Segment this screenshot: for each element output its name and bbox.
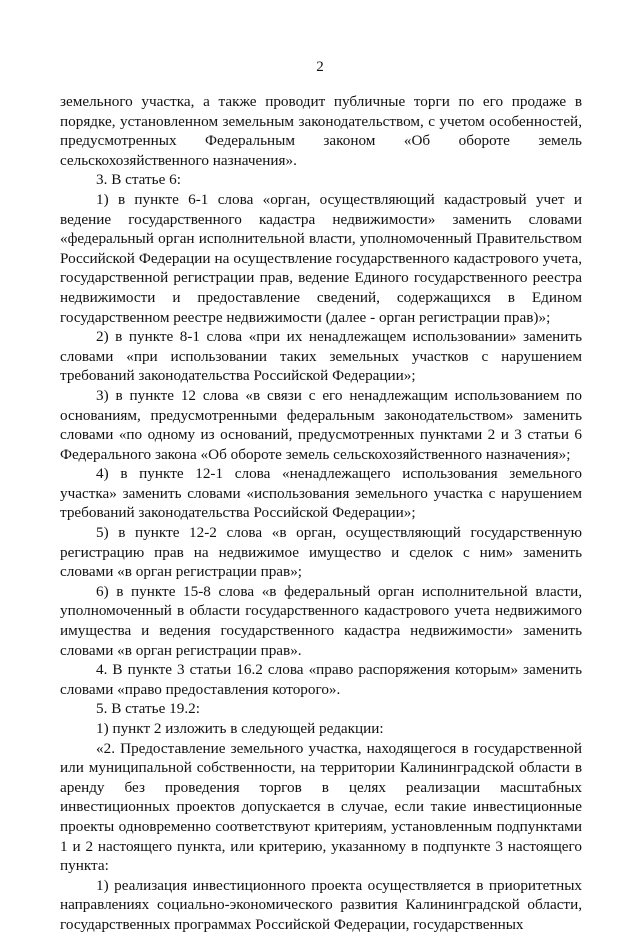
paragraph-item-3: 3) в пункте 12 слова «в связи с его ненадлежащим использованием по основаниям, предусмотренными федеральным законодательством» заменить словами «по одному из оснований, предусмотренных пунктами 2 и 3 статьи 6 Федерального закона «Об обороте земель сельскохозяйственного назначения»; — [60, 386, 582, 463]
paragraph-section-5: 5. В статье 19.2: — [96, 700, 200, 718]
paragraph-item-5: 5) в пункте 12-2 слова «в орган, осуществляющий государственную регистрацию прав на недвижимое имущество и сделок с ним» заменить словами «в орган регистрации прав»; — [60, 524, 582, 581]
paragraph-subitem-1: 1) пункт 2 изложить в следующей редакции: — [96, 720, 384, 737]
paragraph-criterion-1: 1) реализация инвестиционного проекта осуществляется в приоритетных направлениях социально-экономического развития Калининградской области, государственных программах Российской Федерации, государственных — [60, 876, 582, 933]
paragraph-item-2: 2) в пункте 8-1 слова «при их ненадлежащем использовании» заменить словами «при использовании таких земельных участков с нарушением требований законодательства Российской Федерации»; — [60, 328, 582, 385]
document-body — [60, 92, 582, 935]
page-number: 2 — [316, 59, 324, 75]
paragraph-item-6: 6) в пункте 15-8 слова «в федеральный орган исполнительной власти, уполномоченный в области государственного кадастрового учета недвижимого имущества и ведения государственного кадастра недвижимости» заменить словами «в орган регистрации прав». — [60, 582, 582, 659]
paragraph-item-1: 1) в пункте 6-1 слова «орган, осуществляющий кадастровый учет и ведение государственного кадастра недвижимости» заменить словами «федеральный орган исполнительной власти, уполномоченный Правительством Российской Федерации на осуществление государственного кадастрового учета, государственной регистрации прав, ведение Единого государственного реестра недвижимости и предоставление сведений, содержащихся в Едином государственном реестре недвижимости (далее - орган регистрации прав)»; — [60, 190, 582, 326]
paragraph-section-3: 3. В статье 6: — [96, 171, 181, 189]
paragraph-item-4: 4) в пункте 12-1 слова «ненадлежащего использования земельного участка» заменить словами «использования земельного участка с нарушением требований законодательства Российской Федерации»; — [60, 465, 582, 522]
paragraph-section-4: 4. В пункте 3 статьи 16.2 слова «право распоряжения которым» заменить словами «право предоставления которого». — [60, 661, 582, 698]
paragraph-quoted-point-2: «2. Предоставление земельного участка, находящегося в государственной или муниципальной собственности, на территории Калининградской области в аренду без проведения торгов в целях реализации масштабных инвестиционных проектов допускается в случае, если такие инвестиционные проекты одновременно соответствуют критериям, установленным подпунктами 1 и 2 настоящего пункта, или критерию, указанному в подпункте 3 настоящего пункта: — [60, 739, 582, 875]
paragraph-continuation: земельного участка, а также проводит публичные торги по его продаже в порядке, установленном земельным законодательством, с учетом особенностей, предусмотренных Федеральным законом «Об обороте земель сельскохозяйственного назначения». — [60, 93, 582, 169]
